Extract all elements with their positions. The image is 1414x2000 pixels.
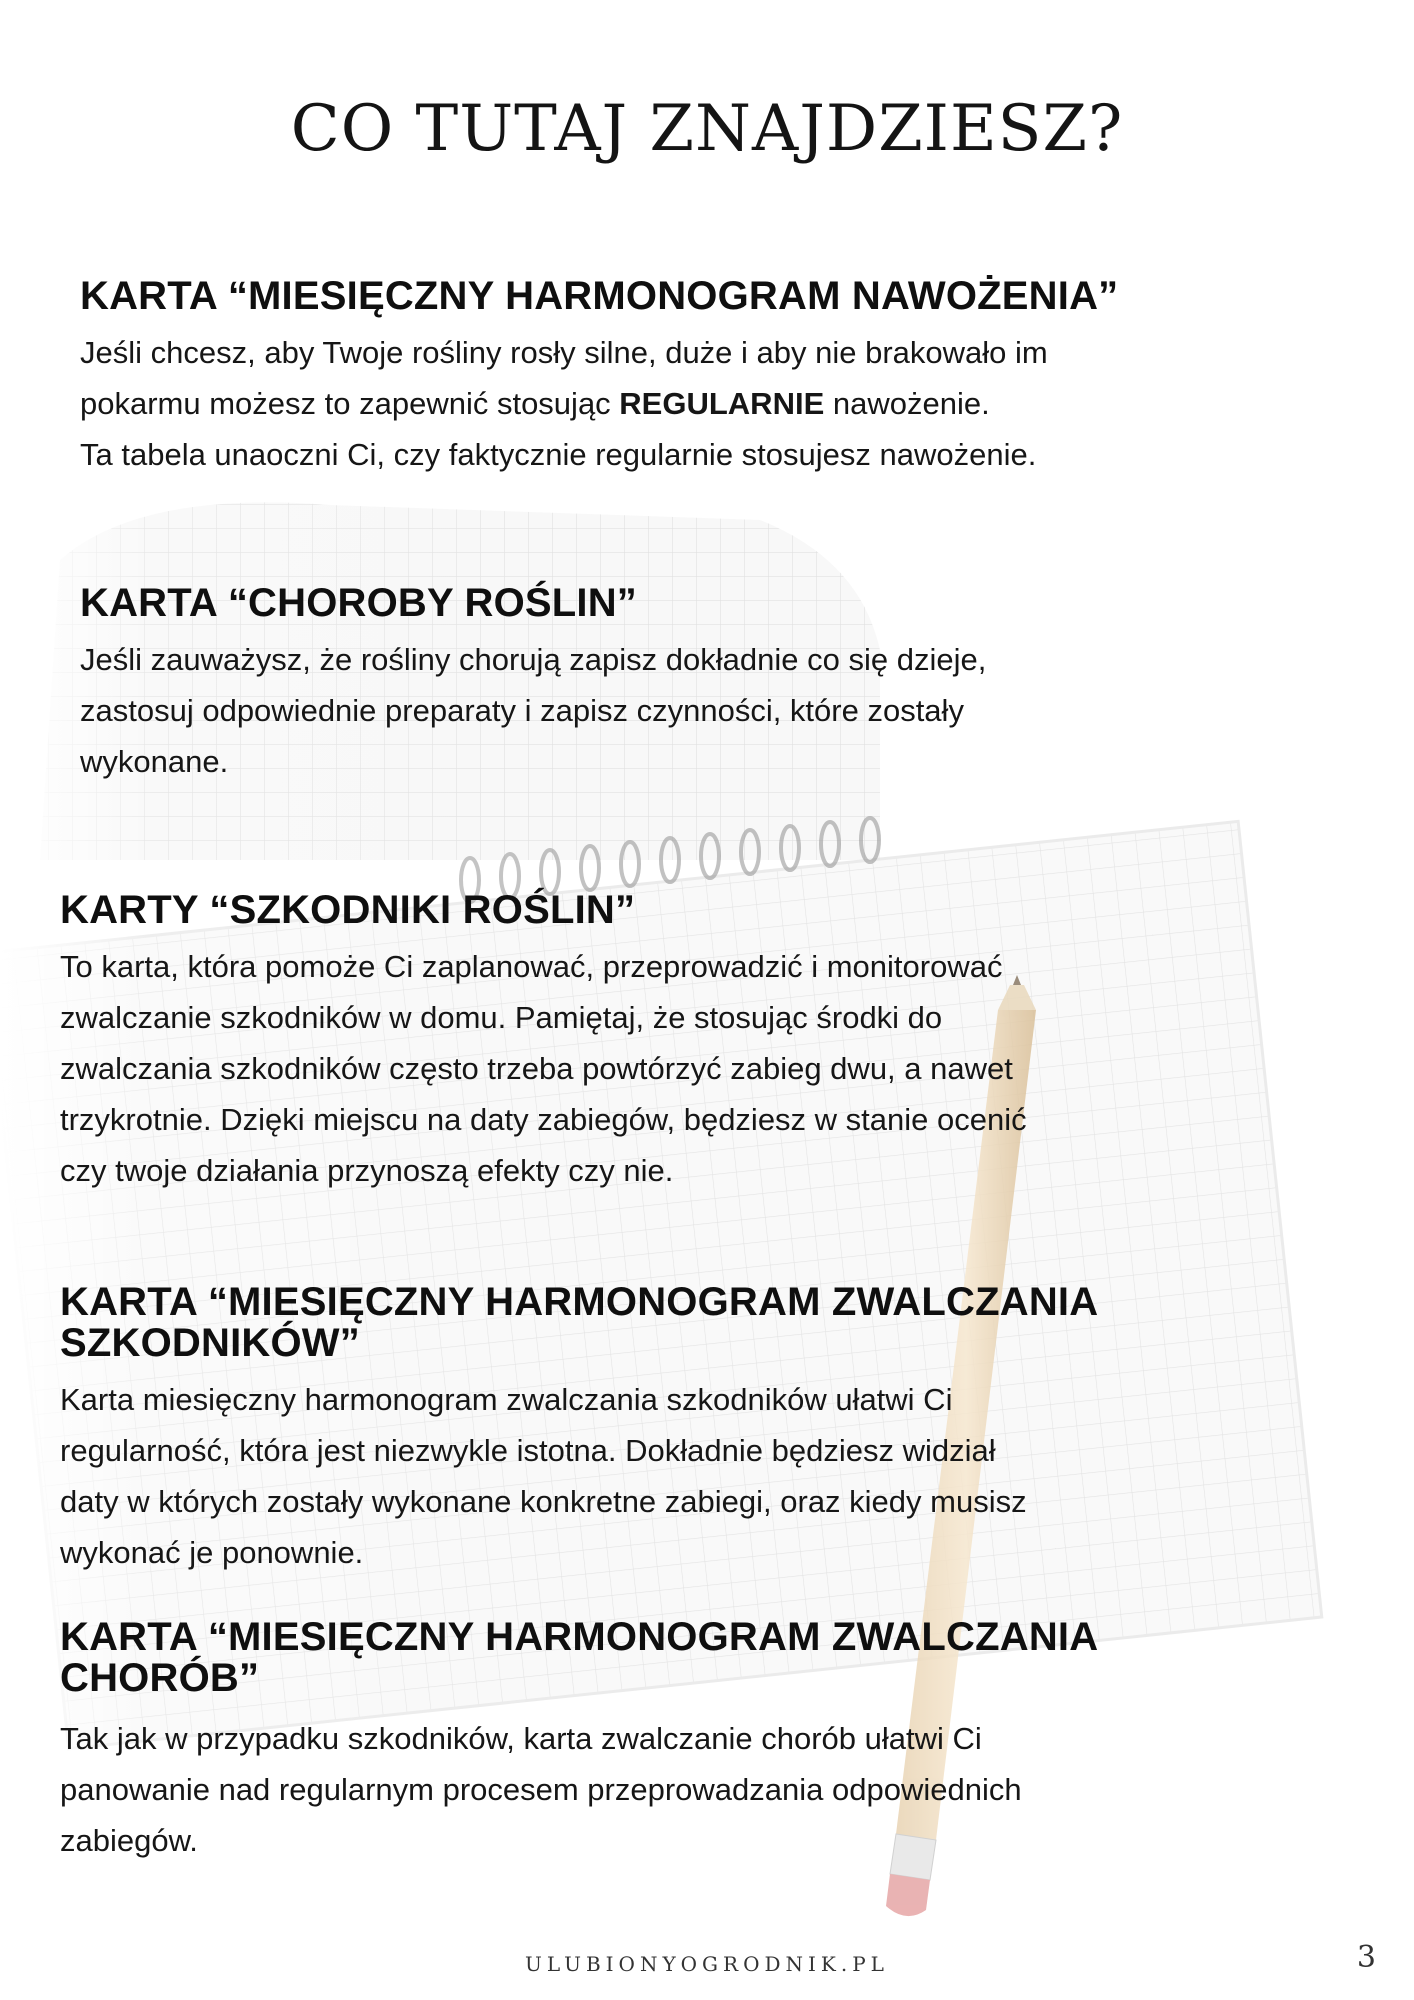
section-heading: KARTA “MIESIĘCZNY HARMONOGRAM NAWOŻENIA” — [80, 274, 1119, 318]
body-line: Ta tabela unaoczni Ci, czy faktycznie regularnie stosujesz nawożenie. — [80, 437, 1037, 472]
body-line: daty w których zostały wykonane konkretne zabiegi, oraz kiedy musisz — [60, 1484, 1027, 1519]
body-line — [80, 378, 1118, 429]
footer-website: ULUBIONYOGRODNIK.PL — [525, 1952, 889, 1976]
section-heading: KARTY “SZKODNIKI ROŚLIN” — [60, 888, 636, 932]
section-plant-diseases — [80, 583, 986, 787]
section-body — [80, 327, 1118, 480]
page-number: 3 — [1356, 1940, 1376, 1975]
body-line: Tak jak w przypadku szkodników, karta zwalczanie chorób ułatwi Ci — [60, 1721, 982, 1756]
body-line: regularność, która jest niezwykle istotna. Dokładnie będziesz widział — [60, 1433, 996, 1468]
body-line: Karta miesięczny harmonogram zwalczania szkodników ułatwi Ci — [60, 1382, 953, 1417]
section-body — [60, 941, 1027, 1196]
body-line: wykonać je ponownie. — [60, 1535, 364, 1570]
heading-line: KARTA “MIESIĘCZNY HARMONOGRAM ZWALCZANIA — [60, 1615, 1099, 1659]
body-line: wykonane. — [80, 744, 229, 779]
heading-line: KARTA “MIESIĘCZNY HARMONOGRAM ZWALCZANIA — [60, 1280, 1099, 1324]
heading-line: SZKODNIKÓW” — [60, 1321, 360, 1365]
body-text: pokarmu możesz to zapewnić stosując — [80, 386, 620, 421]
heading-line: CHORÓB” — [60, 1656, 260, 1700]
page-title: CO TUTAJ ZNAJDZIESZ? — [290, 92, 1124, 166]
section-body — [60, 1374, 1098, 1578]
body-line: trzykrotnie. Dzięki miejscu na daty zabiegów, będziesz w stanie ocenić — [60, 1102, 1027, 1137]
section-disease-control-schedule — [60, 1617, 1098, 1866]
section-heading — [60, 1282, 1098, 1364]
body-line: panowanie nad regularnym procesem przeprowadzania odpowiednich — [60, 1772, 1022, 1807]
section-fertilization-schedule — [80, 276, 1118, 480]
body-line: zabiegów. — [60, 1823, 198, 1858]
section-heading — [60, 1617, 1098, 1699]
section-heading: KARTA “CHOROBY ROŚLIN” — [80, 581, 637, 625]
body-line: czy twoje działania przynoszą efekty czy nie. — [60, 1153, 674, 1188]
body-line: Jeśli zauważysz, że rośliny chorują zapisz dokładnie co się dzieje, — [80, 642, 987, 677]
section-plant-pests — [60, 890, 1027, 1196]
section-body — [60, 1713, 1098, 1866]
section-pest-control-schedule — [60, 1282, 1098, 1578]
body-line: zwalczania szkodników często trzeba powtórzyć zabieg dwu, a nawet — [60, 1051, 1013, 1086]
body-line: Jeśli chcesz, aby Twoje rośliny rosły silne, duże i aby nie brakowało im — [80, 335, 1048, 370]
body-text: nawożenie. — [824, 386, 990, 421]
body-line: To karta, która pomoże Ci zaplanować, przeprowadzić i monitorować — [60, 949, 1003, 984]
section-body — [80, 634, 986, 787]
body-line: zastosuj odpowiednie preparaty i zapisz czynności, które zostały — [80, 693, 964, 728]
body-line: zwalczanie szkodników w domu. Pamiętaj, że stosując środki do — [60, 1000, 943, 1035]
body-text-bold: REGULARNIE — [619, 386, 825, 421]
